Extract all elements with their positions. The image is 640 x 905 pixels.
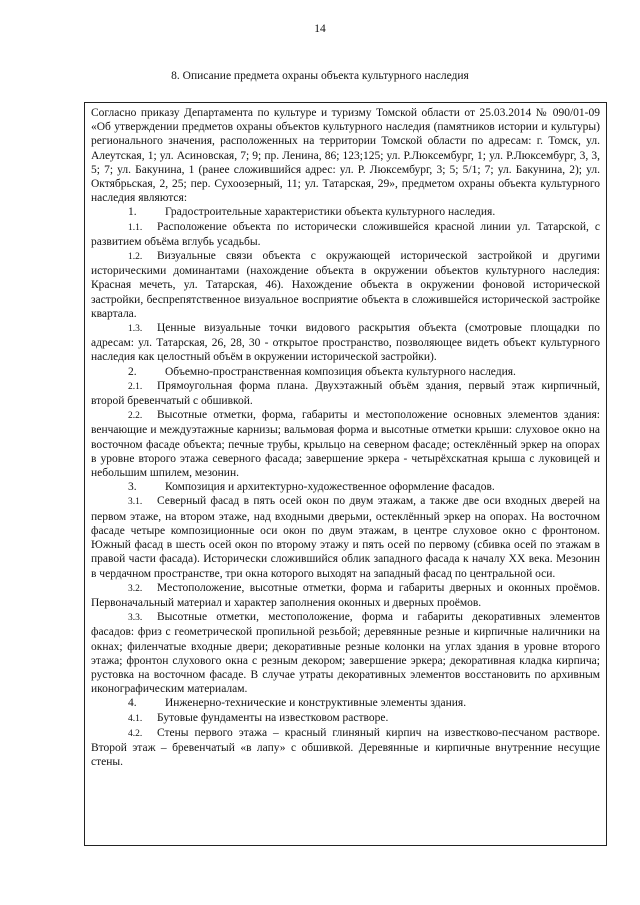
item-number: 4.1. — [128, 713, 143, 724]
item-text: Высотные отметки, местоположение, форма и габариты декоративных элементов фасадов: фриз с геометрической пропильной резьбой; деревянные резные и кирпичные наличники на окнах; филенчатые входные двери; декоративные резные колонки на углах здания в уровне второго этажа; фронтон слухового окна с резным декором; завершение эркера; декоративная кладка кирпича; рустовка на восточном фасаде. В случае утраты декоративных элементов восстановить по архивным иконографическим материалам. — [91, 611, 600, 696]
item-text: Прямоугольная форма плана. Двухэтажный объём здания, первый этаж кирпичный, второй бревенчатый с обшивкой. — [91, 379, 600, 408]
item-number: 3.3. — [128, 613, 143, 624]
items-list — [91, 205, 600, 769]
subsection-item — [91, 408, 600, 480]
item-text: Стены первого этажа – красный глиняный кирпич на известково-песчаном растворе. Второй этаж – бревенчатый «в лапу» с обшивкой. Деревянные и кирпичные внутренние несущие стены. — [91, 726, 600, 769]
protection-subject-box — [84, 102, 607, 846]
subsection-item — [91, 581, 600, 610]
item-text: Композиция и архитектурно-художественное оформление фасадов. — [165, 481, 495, 494]
item-text: Ценные визуальные точки видового раскрытия объекта (смотровые площадки по адресам: ул. Татарская, 26, 28, 30 - открытое пространство, позволяющее видеть объект культурного наследия как целостный объём в окружении исторической застройки). — [91, 322, 600, 364]
subsection-item — [91, 711, 600, 726]
subsection-item — [91, 610, 600, 696]
item-number: 3. — [128, 481, 137, 494]
item-number: 1.2. — [128, 252, 143, 263]
item-text: Высотные отметки, форма, габариты и местоположение основных элементов здания: венчающие и междуэтажные карнизы; вальмовая форма и высотные отметки крыши: слуховое окно на восточном фасаде объекта; печные трубы, крыльцо на северном фасаде; остеклённый эркер на опорах в уровне второго этажа северного фасада; завершение эркера - четырёхскатная крыша с луковицей и небольшим шпилем, мезонин. — [91, 409, 600, 480]
item-number: 3.1. — [128, 497, 143, 508]
item-number: 4. — [128, 697, 137, 710]
item-text: Расположение объекта по исторически сложившейся красной линии ул. Татарской, с развитием объёма вглубь усадьбы. — [91, 220, 600, 248]
item-number: 2. — [128, 365, 137, 378]
item-text: Местоположение, высотные отметки, форма и габариты дверных и оконных проёмов. Первоначальный материал и характер заполнения оконных и дверных проёмов. — [91, 581, 600, 609]
item-number: 1.1. — [128, 222, 143, 233]
subsection-item — [91, 494, 600, 580]
subsection-item — [91, 321, 600, 365]
item-text: Бутовые фундаменты на известковом растворе. — [157, 711, 389, 724]
section-item — [91, 696, 600, 710]
section-item — [91, 480, 600, 494]
section-item — [91, 205, 600, 219]
subsection-item — [91, 379, 600, 408]
item-text: Градостроительные характеристики объекта культурного наследия. — [165, 206, 496, 219]
section-heading: 8. Описание предмета охраны объекта культурного наследия — [171, 70, 469, 82]
item-number: 4.2. — [128, 728, 143, 739]
item-number: 2.1. — [128, 381, 143, 392]
item-text: Визуальные связи объекта с окружающей исторической застройкой и другими историческими доминантами (нахождение объекта в окружении объектов культурного наследия: Красная мечеть, ул. Татарская, 46). Нахождение объекта в окружении фоновой исторической застройки, беспрепятственное визуальное восприятие объекта в сложившейся исторической застройке квартала. — [91, 250, 600, 320]
item-text: Инженерно-технические и конструктивные элементы здания. — [165, 697, 467, 710]
item-number: 1.3. — [128, 324, 143, 335]
item-number: 2.2. — [128, 411, 143, 422]
item-text: Северный фасад в пять осей окон по двум этажам, а также две оси входных дверей на первом этаже, на втором этаже, над входными дверьми, остеклённый эркер на опорах. На восточном фасаде четыре композиционные оси окон по двум этажам, в центре слуховое окно с фронтоном. Южный фасад в шесть осей окон по второму этажу и пять осей по первому (сбивка осей по этажам в правой части фасада). Исторически сложившийся облик западного фасада к началу XX века. Мезонин в чердачном пространстве, три окна которого выходят на западный фасад по центральной оси. — [91, 495, 600, 580]
item-number: 3.2. — [128, 583, 143, 594]
subsection-item — [91, 249, 600, 321]
item-text: Объемно-пространственная композиция объекта культурного наследия. — [165, 365, 516, 378]
subsection-item — [91, 220, 600, 249]
intro-paragraph: Согласно приказу Департамента по культуре и туризму Томской области от 25.03.2014 № 090/01-09 «Об утверждении предметов охраны объектов культурного наследия (памятников истории и культуры) регионального значения, расположенных на территории Томской области по адресам: г. Томск, ул. Алеутская, 1; ул. Асиновская, 7; 9; пр. Ленина, 86; 123;125; ул. Р.Люксембург, 1; ул. Р.Люксембург, 3, 3, 5; 7; ул. Бакунина, 1 (ранее сложившийся адрес: ул. Р. Люксембург, 3; 5; 5/1; 7; ул. Бакунина, 2); ул. Октябрьская, 2, 25; пер. Сухоозерный, 11; ул. Татарская, 29», предметом охраны объекта культурного наследия являются: — [91, 107, 600, 205]
subsection-item — [91, 726, 600, 770]
section-item — [91, 365, 600, 379]
page-number: 14 — [314, 23, 326, 35]
item-number: 1. — [128, 206, 137, 219]
